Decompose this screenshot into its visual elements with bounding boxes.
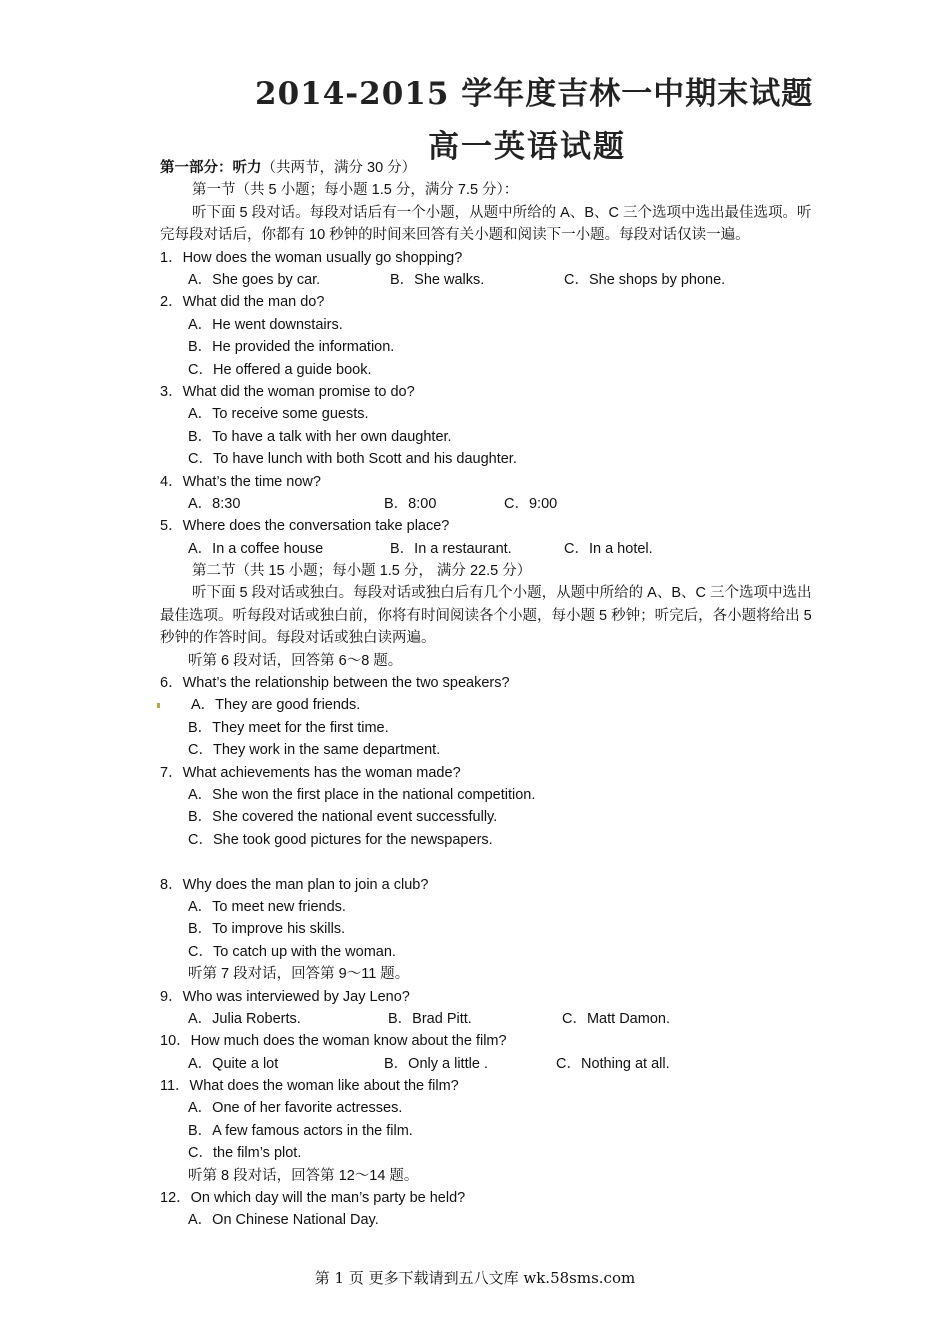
question-stem: 3．What did the woman promise to do?: [160, 383, 415, 400]
option-b: B．A few famous actors in the film.: [188, 1122, 413, 1139]
dialog-note: 听第 8 段对话，回答第 12～14 题。: [188, 1167, 419, 1184]
option-a: A．He went downstairs.: [188, 316, 343, 333]
page-footer: 第 1 页 更多下载请到五八文库 wk.58sms.com: [314, 1269, 636, 1287]
question-stem: 6．What’s the relationship between the two speakers?: [160, 675, 510, 692]
dialog-note: 听第 7 段对话，回答第 9～11 题。: [188, 966, 410, 983]
option-c: C．He offered a guide book.: [188, 361, 372, 378]
option-b: B．They meet for the first time.: [188, 719, 389, 736]
option-b: B．8:00: [384, 495, 437, 512]
option-b: B．Brad Pitt.: [388, 1010, 472, 1027]
option-b: B．Only a little .: [384, 1055, 488, 1072]
option-c: C．They work in the same department.: [188, 742, 441, 759]
exam-subtitle: 高一英语试题: [428, 129, 626, 165]
option-a: A．To receive some guests.: [188, 406, 369, 423]
section1-header: 第一节（共 5 小题；每小题 1.5 分，满分 7.5 分）：: [192, 182, 519, 199]
exam-content: [160, 157, 820, 1232]
option-a-text: A．They are good friends.: [191, 697, 361, 714]
question-stem: 8．Why does the man plan to join a club?: [160, 876, 429, 893]
option-a: A．To meet new friends.: [188, 898, 346, 915]
question-options-row: [160, 538, 820, 560]
option-c: C．Nothing at all.: [556, 1055, 670, 1072]
option-a: A．In a coffee house: [188, 540, 324, 557]
option-b: B．In a restaurant.: [390, 540, 512, 557]
question-stem: 10．How much does the woman know about the film?: [160, 1033, 507, 1050]
question-stem: 7．What achievements has the woman made?: [160, 764, 461, 781]
section2-header: 第二节（共 15 小题；每小题 1.5 分， 满分 22.5 分）: [192, 563, 532, 580]
option-c: C．9:00: [504, 495, 558, 512]
option-c: C．She shops by phone.: [564, 271, 726, 288]
option-b: B．He provided the information.: [188, 339, 395, 356]
question-stem: 2．What did the man do?: [160, 294, 325, 311]
question-stem: 12．On which day will the man’s party be held?: [160, 1190, 466, 1207]
stray-mark: [157, 703, 160, 708]
option-b: B．She walks.: [390, 271, 485, 288]
option-c: C．To have lunch with both Scott and his daughter.: [188, 451, 517, 468]
option-a: A．Julia Roberts.: [188, 1010, 301, 1027]
question-options-row: [160, 269, 820, 291]
question-stem: 4．What’s the time now?: [160, 473, 321, 490]
question-options-row: [160, 1008, 820, 1030]
part1-rest: （共两节，满分 30 分）: [261, 160, 417, 176]
blank-line: [160, 851, 820, 873]
question-options-row: [160, 493, 820, 515]
question-stem: 1．How does the woman usually go shopping?: [160, 249, 463, 266]
question-options-row: [160, 1053, 820, 1075]
section1-instructions: 听下面 5 段对话。每段对话后有一个小题，从题中所给的 A、B、C 三个选项中选出最佳选项。听完每段对话后，你都有 10 秒钟的时间来回答有关小题和阅读下一小题。每段对话仅读一遍。: [160, 204, 812, 244]
option-a: A．She goes by car.: [188, 271, 321, 288]
dialog-note: 听第 6 段对话，回答第 6～8 题。: [188, 652, 403, 669]
question-stem: 5．Where does the conversation take place?: [160, 518, 450, 535]
option-b: B．To have a talk with her own daughter.: [188, 428, 452, 445]
exam-title: 2014-2015 学年度吉林一中期末试题: [255, 76, 814, 112]
option-a: A．Quite a lot: [188, 1055, 279, 1072]
option-c: C．To catch up with the woman.: [188, 943, 396, 960]
option-c: C．She took good pictures for the newspapers.: [188, 831, 493, 848]
option-a: A．On Chinese National Day.: [188, 1212, 379, 1229]
section2-instructions: 听下面 5 段对话或独白。每段对话或独白后有几个小题，从题中所给的 A、B、C 三个选项中选出最佳选项。听每段对话或独白前，你将有时间阅读各个小题，每小题 5 秒钟；听完后，各小题将给出 5 秒钟的作答时间。每段对话或独白读两遍。: [160, 585, 812, 647]
option-b: B．To improve his skills.: [188, 921, 346, 938]
question-stem: 11．What does the woman like about the film?: [160, 1078, 459, 1095]
part1-label: 第一部分：听力: [160, 160, 262, 176]
part1-heading: [160, 157, 820, 179]
question-stem: 9．Who was interviewed by Jay Leno?: [160, 988, 410, 1005]
option-a: A．She won the first place in the national competition.: [188, 787, 536, 804]
option-c: C．Matt Damon.: [562, 1010, 670, 1027]
option-c: C．In a hotel.: [564, 540, 653, 557]
option-c: C．the film’s plot.: [188, 1145, 302, 1162]
option-a: A．One of her favorite actresses.: [188, 1100, 403, 1117]
option-a: [160, 694, 820, 716]
option-a: A．8:30: [188, 495, 241, 512]
option-b: B．She covered the national event successfully.: [188, 809, 498, 826]
